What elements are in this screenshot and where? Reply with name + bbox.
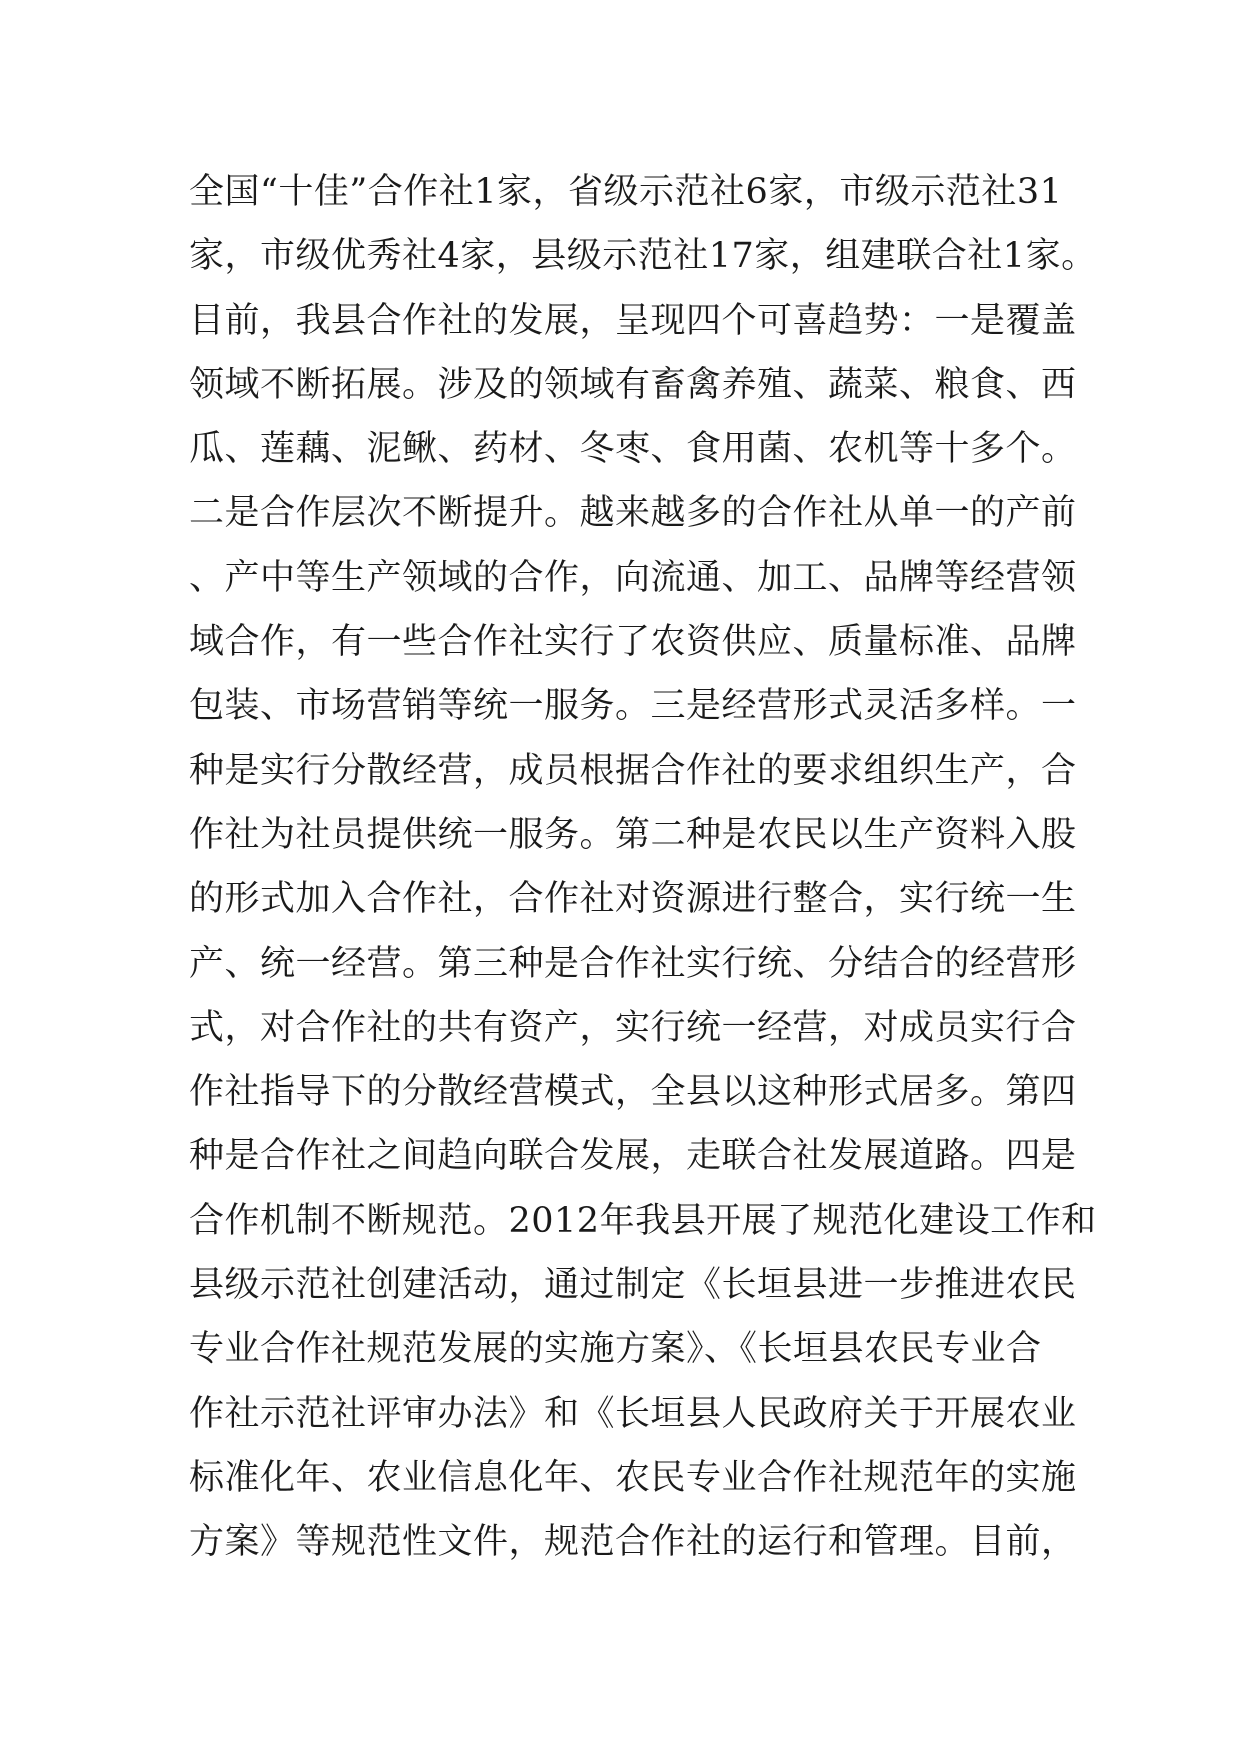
text-line-18: 县级示范社创建活动，通过制定《长垣县进一步推进农民 bbox=[189, 1265, 1077, 1306]
text-line-12: 的形式加入合作社，合作社对资源进行整合，实行统一生 bbox=[189, 879, 1077, 920]
text-line-16: 种是合作社之间趋向联合发展，走联合社发展道路。四是 bbox=[189, 1136, 1077, 1177]
body-text bbox=[189, 160, 1097, 1575]
text-line-4: 领域不断拓展。涉及的领域有畜禽养殖、蔬菜、粮食、西 bbox=[189, 364, 1077, 405]
text-line-2: 家，市级优秀社4家，县级示范社17家，组建联合社1家。 bbox=[189, 236, 1097, 277]
text-line-6: 二是合作层次不断提升。越来越多的合作社从单一的产前 bbox=[189, 493, 1077, 534]
text-line-3: 目前，我县合作社的发展，呈现四个可喜趋势：一是覆盖 bbox=[189, 300, 1077, 341]
text-line-21: 标准化年、农业信息化年、农民专业合作社规范年的实施 bbox=[189, 1457, 1077, 1498]
text-line-14: 式，对合作社的共有资产，实行统一经营，对成员实行合 bbox=[189, 1007, 1077, 1048]
text-line-13: 产、统一经营。第三种是合作社实行统、分结合的经营形 bbox=[189, 943, 1077, 984]
text-line-22: 方案》等规范性文件，规范合作社的运行和管理。目前， bbox=[189, 1522, 1077, 1563]
text-line-11: 作社为社员提供统一服务。第二种是农民以生产资料入股 bbox=[189, 814, 1077, 855]
text-line-5: 瓜、莲藕、泥鳅、药材、冬枣、食用菌、农机等十多个。 bbox=[189, 429, 1077, 470]
text-line-19: 专业合作社规范发展的实施方案》、《长垣县农民专业合 bbox=[189, 1329, 1042, 1370]
text-line-1: 全国“十佳”合作社1家，省级示范社6家，市级示范社31 bbox=[189, 172, 1063, 212]
text-line-8: 域合作，有一些合作社实行了农资供应、质量标准、品牌 bbox=[189, 622, 1077, 663]
text-line-15: 作社指导下的分散经营模式，全县以这种形式居多。第四 bbox=[189, 1072, 1077, 1113]
text-line-17: 合作机制不断规范。2012年我县开展了规范化建设工作和 bbox=[189, 1200, 1097, 1241]
text-line-9: 包装、市场营销等统一服务。三是经营形式灵活多样。一 bbox=[189, 686, 1077, 727]
text-line-10: 种是实行分散经营，成员根据合作社的要求组织生产，合 bbox=[189, 750, 1077, 791]
text-line-7: 、产中等生产领域的合作，向流通、加工、品牌等经营领 bbox=[189, 557, 1077, 598]
text-line-20: 作社示范社评审办法》和《长垣县人民政府关于开展农业 bbox=[189, 1393, 1077, 1434]
